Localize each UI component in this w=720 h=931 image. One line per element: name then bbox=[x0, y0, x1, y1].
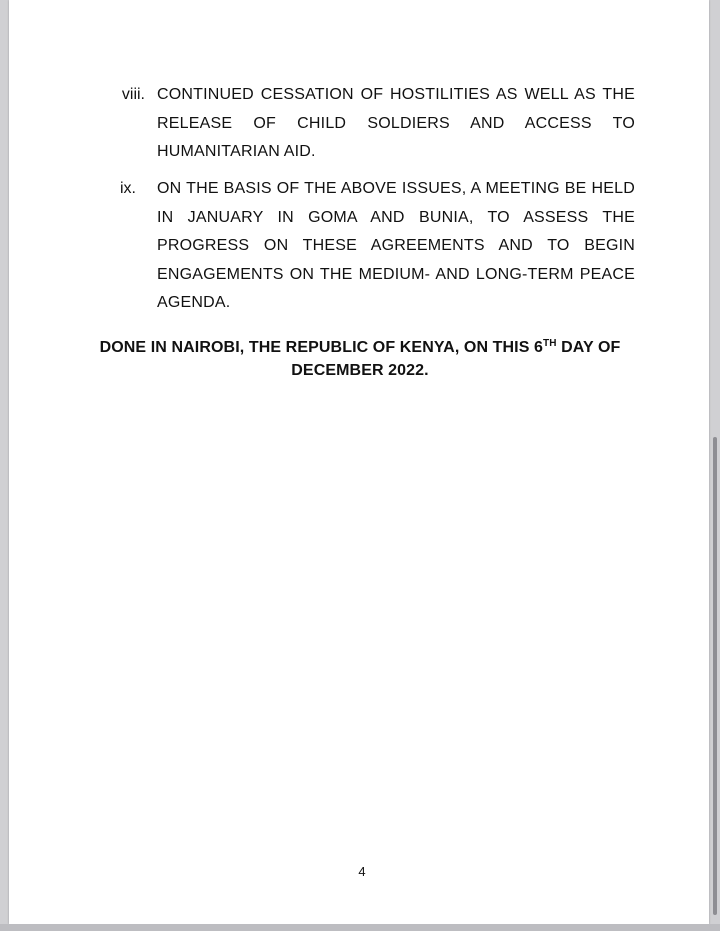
list-numeral: viii. bbox=[121, 86, 145, 103]
list-numeral: ix. bbox=[120, 180, 136, 197]
closing-statement bbox=[69, 336, 651, 382]
list-item-text: CONTINUED CESSATION OF HOSTILITIES AS WELL AS THE RELEASE OF CHILD SOLDIERS AND ACCESS TO HUMANITARIAN AID. bbox=[157, 86, 635, 160]
closing-text-after: DAY OF DECEMBER 2022. bbox=[291, 339, 621, 379]
list-item-text: ON THE BASIS OF THE ABOVE ISSUES, A MEETING BE HELD IN JANUARY IN GOMA AND BUNIA, TO ASSESS THE PROGRESS ON THESE AGREEMENTS AND TO BEGIN ENGAGEMENTS ON THE MEDIUM- AND LONG-TERM PEACE AGENDA. bbox=[157, 180, 635, 311]
ordinal-superscript: TH bbox=[543, 338, 557, 349]
page-gap bbox=[0, 924, 720, 931]
page-number: 4 bbox=[358, 864, 366, 879]
vertical-scrollbar[interactable] bbox=[713, 437, 717, 915]
document-page bbox=[9, 0, 709, 924]
closing-text-before: DONE IN NAIROBI, THE REPUBLIC OF KENYA, ON THIS 6 bbox=[99, 339, 544, 356]
